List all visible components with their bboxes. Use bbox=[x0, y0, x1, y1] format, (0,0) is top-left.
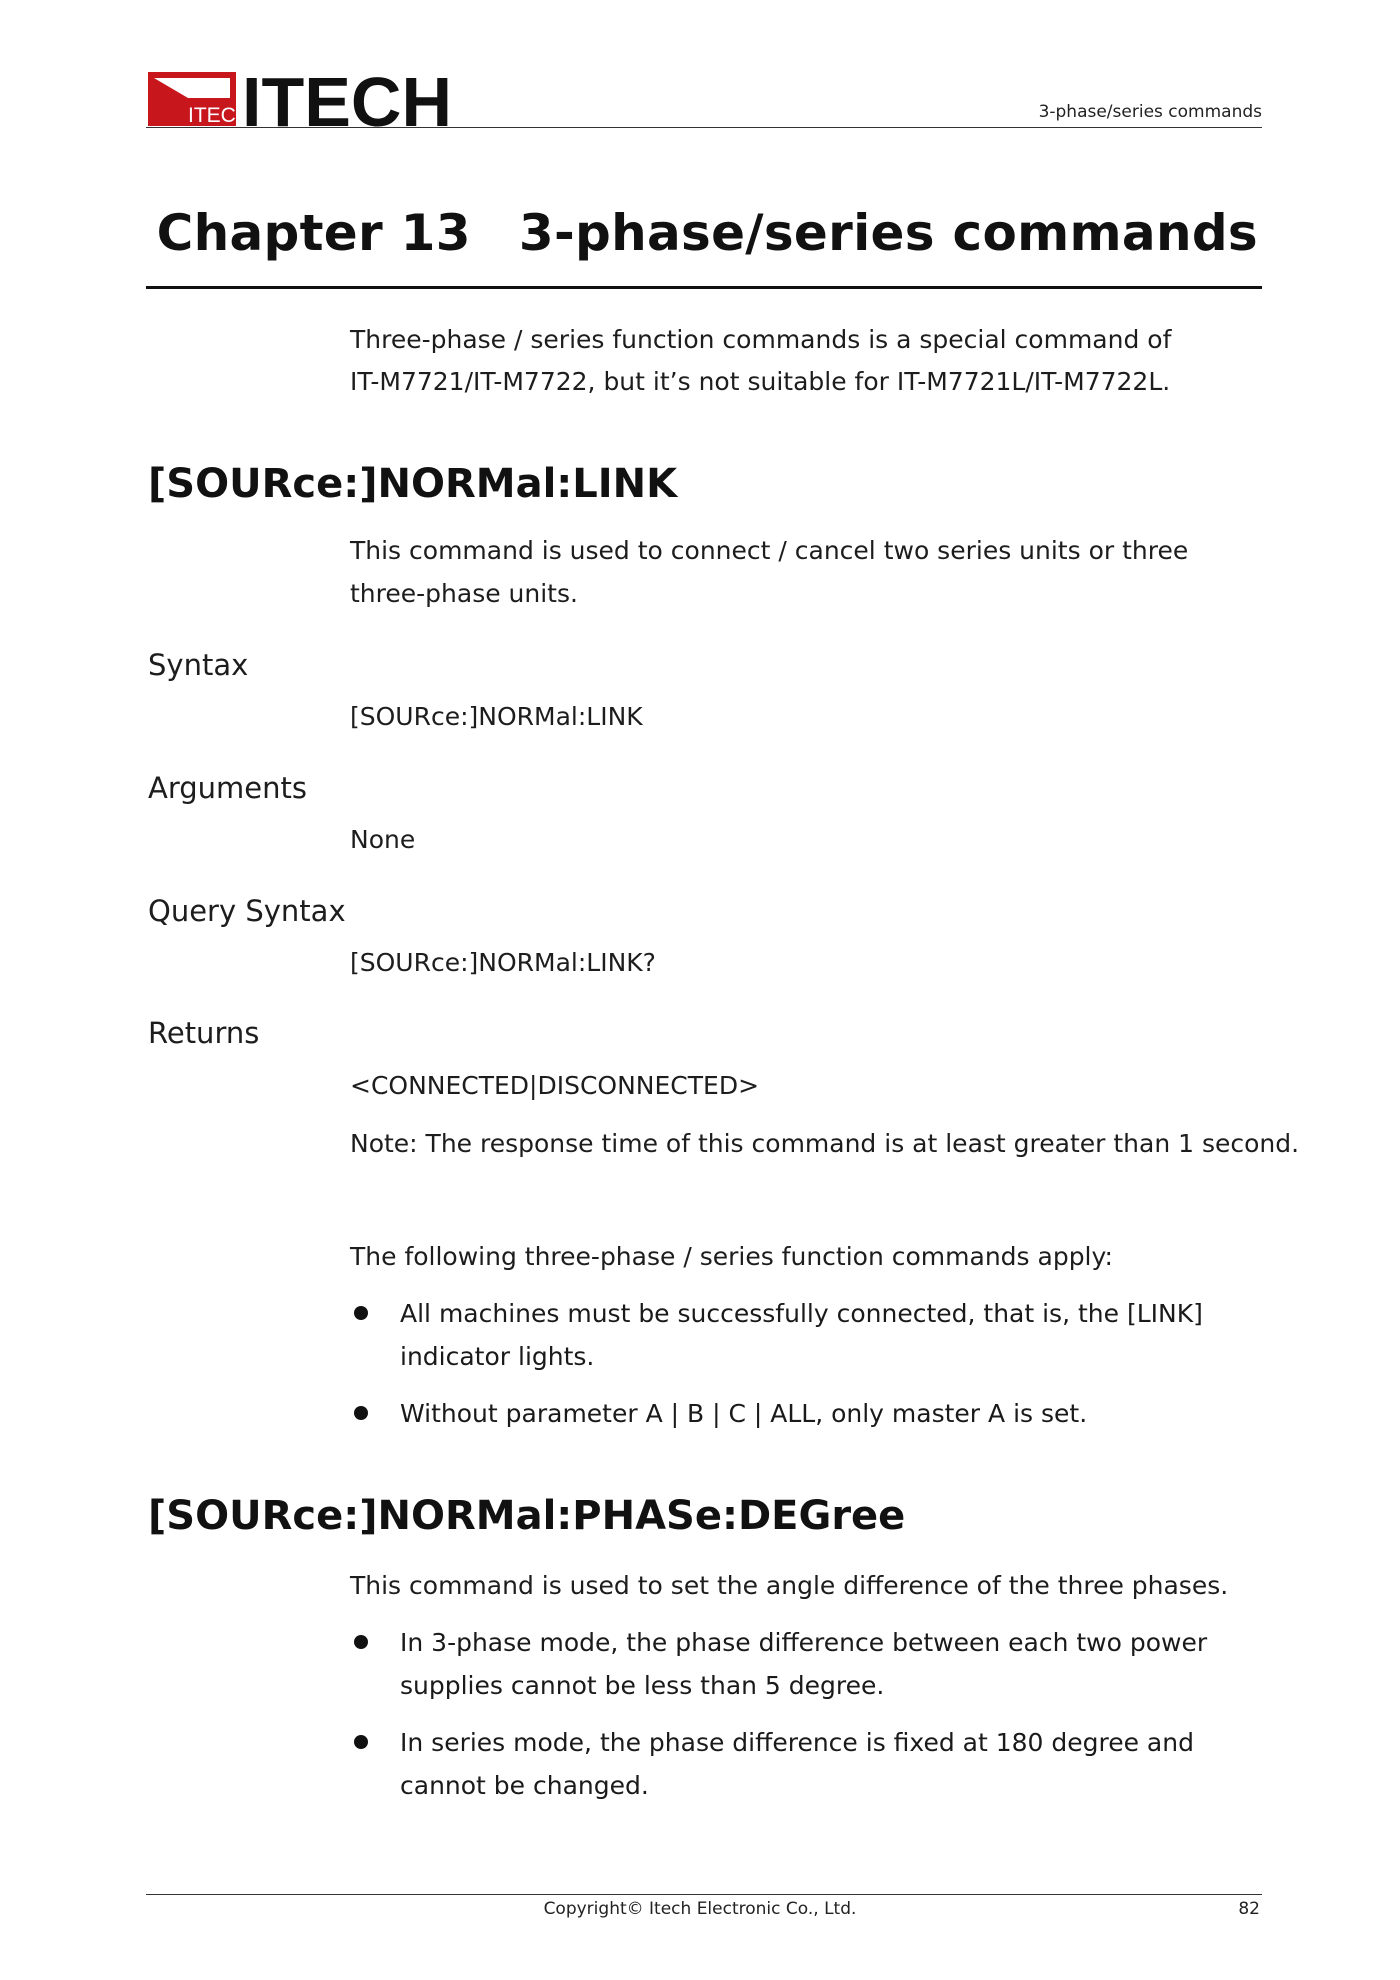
link-note: Note: The response time of this command is at least greater than 1 second. bbox=[350, 1129, 1300, 1158]
bullet-text: In series mode, the phase difference is fixed at 180 degree and cannot be changed. bbox=[400, 1728, 1194, 1800]
query-syntax-value: [SOURce:]NORMal:LINK? bbox=[350, 948, 656, 977]
apply-bullet-list bbox=[350, 1292, 1265, 1449]
intro-line-1: Three-phase / series function commands is a special command of bbox=[350, 325, 1172, 354]
chapter-name: 3-phase/series commands bbox=[518, 204, 1258, 262]
returns-value: <CONNECTED|DISCONNECTED> bbox=[350, 1071, 760, 1100]
bullet-icon bbox=[354, 1735, 368, 1749]
syntax-value: [SOURce:]NORMal:LINK bbox=[350, 702, 643, 731]
itech-logo bbox=[148, 68, 468, 130]
degree-bullet-list bbox=[350, 1621, 1265, 1821]
apply-intro: The following three-phase / series function commands apply: bbox=[350, 1242, 1113, 1271]
svg-text:ITECH: ITECH bbox=[242, 68, 452, 130]
header-divider bbox=[146, 127, 1262, 128]
bullet-icon bbox=[354, 1306, 368, 1320]
chapter-number: Chapter 13 bbox=[156, 204, 471, 262]
arguments-label: Arguments bbox=[148, 771, 307, 805]
returns-label: Returns bbox=[148, 1016, 260, 1050]
chapter-title bbox=[157, 204, 1258, 262]
link-command-heading: [SOURce:]NORMal:LINK bbox=[148, 461, 678, 507]
page-number: 82 bbox=[1238, 1899, 1260, 1919]
arguments-value: None bbox=[350, 825, 416, 854]
link-command-description: This command is used to connect / cancel two series units or three three-phase units. bbox=[350, 536, 1189, 608]
bullet-text: In 3-phase mode, the phase difference between each two power supplies cannot be less than 5 degree. bbox=[400, 1628, 1208, 1700]
svg-text:ITECH: ITECH bbox=[188, 104, 251, 127]
bullet-text: All machines must be successfully connected, that is, the [LINK] indicator lights. bbox=[400, 1299, 1203, 1371]
list-item bbox=[350, 1621, 1265, 1707]
chapter-divider bbox=[146, 286, 1262, 289]
syntax-label: Syntax bbox=[148, 648, 249, 682]
list-item bbox=[350, 1292, 1265, 1378]
query-syntax-label: Query Syntax bbox=[148, 894, 346, 928]
degree-command-heading: [SOURce:]NORMal:PHASe:DEGree bbox=[148, 1493, 906, 1539]
intro-line-2: IT-M7721/IT-M7722, but it’s not suitable for IT-M7721L/IT-M7722L. bbox=[350, 367, 1171, 396]
list-item bbox=[350, 1721, 1265, 1807]
header-section-label: 3-phase/series commands bbox=[1038, 102, 1262, 122]
footer-divider bbox=[146, 1894, 1262, 1895]
bullet-icon bbox=[354, 1635, 368, 1649]
footer-copyright: Copyright© Itech Electronic Co., Ltd. bbox=[543, 1899, 857, 1919]
list-item bbox=[350, 1392, 1265, 1435]
bullet-text: Without parameter A | B | C | ALL, only master A is set. bbox=[400, 1399, 1088, 1428]
degree-command-description: This command is used to set the angle difference of the three phases. bbox=[350, 1571, 1229, 1600]
bullet-icon bbox=[354, 1406, 368, 1420]
